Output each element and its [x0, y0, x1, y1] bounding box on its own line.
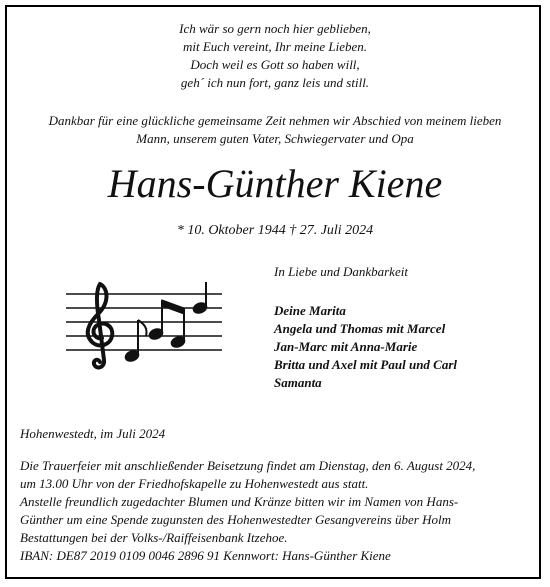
poem-line: geh´ ich nun fort, ganz leis und still.: [180, 75, 370, 90]
place-date: Hohenwestedt, im Juli 2024: [20, 426, 166, 441]
notice-line: Die Trauerfeier mit anschließender Beisetzung findet am Dienstag, den 6. August 2024,: [20, 458, 476, 473]
notice-line: Günther um eine Spende zugunsten des Hohenwestedter Gesangvereins über Holm: [20, 512, 451, 527]
poem-line: Doch weil es Gott so haben will,: [190, 57, 360, 72]
mourner-name: Deine Marita: [274, 303, 346, 318]
mourner-list: [274, 302, 457, 392]
mourner-name: Samanta: [274, 375, 322, 390]
notice-line: IBAN: DE87 2019 0109 0046 2896 91 Kennwort: Hans-Günther Kiene: [20, 548, 391, 563]
mourner-name: Britta und Axel mit Paul und Carl: [274, 357, 458, 372]
poem-line: mit Euch vereint, Ihr meine Lieben.: [183, 39, 367, 54]
intro-line: Dankbar für eine glückliche gemeinsame Zeit nehmen wir Abschied von meinem lieben: [48, 113, 502, 128]
funeral-notice: [20, 457, 475, 565]
notice-line: um 13.00 Uhr von der Friedhofskapelle zu Hohenwestedt aus statt.: [20, 476, 369, 491]
notice-line: Bestattungen bei der Volks-/Raiffeisenbank Itzehoe.: [20, 530, 288, 545]
notice-line: Anstelle freundlich zugedachter Blumen und Kränze bitten wir im Namen von Hans-: [20, 494, 459, 509]
signoff: In Liebe und Dankbarkeit: [274, 264, 408, 279]
poem-line: Ich wär so gern noch hier geblieben,: [179, 21, 371, 36]
mourner-name: Angela und Thomas mit Marcel: [274, 321, 446, 336]
poem: [0, 20, 550, 92]
mourner-name: Jan-Marc mit Anna-Marie: [274, 339, 418, 354]
deceased-name: Hans-Günther Kiene: [107, 161, 443, 206]
intro-text: [14, 112, 536, 148]
life-dates: * 10. Oktober 1944 † 27. Juli 2024: [176, 223, 374, 238]
music-notes-icon: [66, 280, 222, 370]
intro-line: Mann, unserem guten Vater, Schwiegervater und Opa: [136, 131, 414, 146]
